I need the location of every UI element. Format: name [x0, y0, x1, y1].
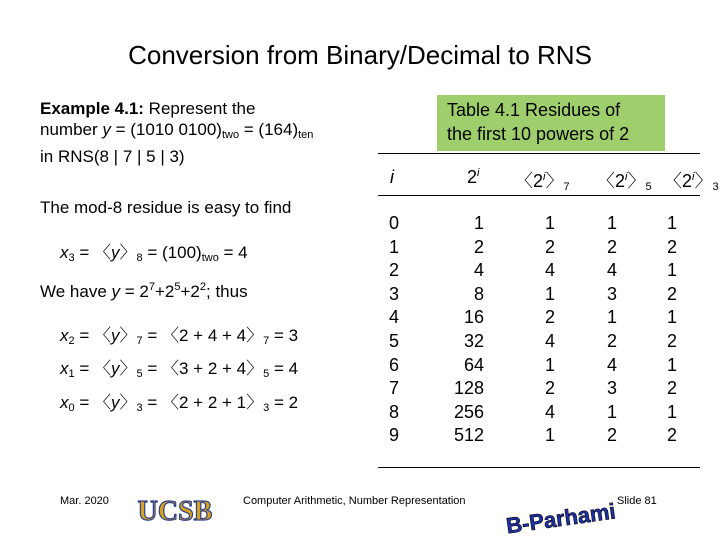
table-cell-mod5-7: 3: [607, 378, 618, 399]
mod8-text: The mod-8 residue is easy to find: [40, 198, 292, 217]
table-cell-mod7-7: 2: [545, 378, 556, 399]
footer-date: Mar. 2020: [60, 495, 109, 507]
example-line-3: in RNS(8 | 7 | 5 | 3): [40, 147, 185, 166]
table-cell-i-6: 6: [389, 354, 400, 375]
table-cell-mod7-2: 4: [545, 260, 556, 281]
table-cell-pow-1: 2: [473, 236, 484, 257]
table-cell-mod5-2: 4: [607, 260, 618, 281]
table-cell-mod5-3: 3: [607, 283, 618, 304]
footer-center: Computer Arithmetic, Number Representation: [243, 495, 466, 507]
x0-equation: $x_0$ = 〈y〉$_3$ = 〈2 + 2 + 1〉$_3$ = 2: [60, 393, 299, 414]
header-pow: 2$^i$: [467, 167, 480, 187]
table-cell-mod5-5: 2: [607, 330, 618, 351]
table-cell-i-3: 3: [389, 283, 400, 304]
table-cell-pow-7: 128: [453, 378, 484, 399]
table-cell-mod5-1: 2: [607, 236, 618, 257]
table-cell-mod5-6: 4: [607, 354, 618, 375]
table-cell-i-1: 1: [389, 236, 400, 257]
table-cell-mod3-3: 2: [667, 283, 678, 304]
column-mod7: [545, 212, 565, 448]
table-cell-mod7-4: 2: [545, 307, 556, 328]
svg-text:B-Parhami: B-Parhami: [504, 498, 617, 539]
table-cell-pow-8: 256: [453, 401, 484, 422]
x3-equation: $x_3$ = 〈y〉$_8 = (100)_{two} = 4$: [60, 243, 248, 264]
parhami-logo: [504, 488, 617, 539]
table-cell-i-2: 2: [389, 260, 400, 281]
table-cell-pow-9: 512: [453, 425, 484, 446]
table-cell-pow-3: 8: [473, 283, 484, 304]
slide-title: Conversion from Binary/Decimal to RNS: [128, 40, 592, 70]
table-cell-mod3-7: 2: [667, 378, 678, 399]
footer-slide-number: Slide 81: [617, 495, 657, 507]
table-cell-mod5-8: 1: [607, 401, 618, 422]
table-caption: [437, 95, 665, 151]
example-line-1: Example 4.1: Represent the: [40, 99, 256, 118]
table-cell-mod7-1: 2: [545, 236, 556, 257]
table-top-rule: [378, 153, 700, 154]
table-cell-i-8: 8: [389, 401, 400, 422]
header-i: i: [390, 167, 394, 187]
table-cell-pow-0: 1: [473, 213, 484, 233]
x1-equation: $x_1$ = 〈y〉$_5$ = 〈3 + 2 + 4〉$_5$ = 4: [60, 359, 299, 380]
table-cell-mod7-5: 4: [545, 330, 556, 351]
svg-text:UCSB: UCSB: [137, 496, 213, 527]
example-text: [40, 98, 380, 167]
column-mod3: [667, 212, 687, 448]
example-line-2: number y = (1010 $0100)_{two} = (164)_{ten}$: [40, 120, 314, 141]
table-cell-i-9: 9: [389, 425, 400, 446]
column-mod5: [607, 212, 627, 448]
table-cell-mod3-6: 1: [667, 354, 678, 375]
table-caption-line-2: the first 10 powers of 2: [447, 124, 630, 144]
column-pow: [440, 212, 484, 448]
table-cell-mod5-0: 1: [607, 213, 618, 233]
column-i: [389, 212, 409, 448]
x2-equation: $x_2$ = 〈y〉$_7$ = 〈2 + 4 + 4〉$_7$ = 3: [60, 326, 299, 347]
table-cell-mod3-1: 2: [667, 236, 678, 257]
header-mod5: 〈2$^i$〉$_5$: [597, 171, 652, 193]
table-cell-mod3-9: 2: [667, 425, 678, 446]
table-cell-i-7: 7: [389, 378, 400, 399]
table-header-rule: [378, 195, 700, 196]
table-cell-mod5-4: 1: [607, 307, 618, 328]
table-cell-mod5-9: 2: [607, 425, 618, 446]
table-cell-pow-6: 64: [463, 354, 484, 375]
table-cell-mod7-6: 1: [545, 354, 556, 375]
table-cell-mod3-2: 1: [667, 260, 678, 281]
table-caption-line-1: Table 4.1 Residues of: [447, 100, 621, 120]
table-cell-pow-5: 32: [463, 330, 484, 351]
table-cell-i-5: 5: [389, 330, 400, 351]
table-cell-mod7-8: 4: [545, 401, 556, 422]
table-cell-i-0: 0: [389, 213, 400, 233]
table-cell-mod7-3: 1: [545, 283, 556, 304]
table-cell-i-4: 4: [389, 307, 400, 328]
table-cell-mod7-9: 1: [545, 425, 556, 446]
header-mod7: 〈2$^i$〉$_7$: [515, 171, 570, 193]
table-cell-mod3-4: 1: [667, 307, 678, 328]
have-equation: We have $y = 2^7+2^5+2^2$; thus: [40, 281, 248, 301]
table-cell-pow-2: 4: [473, 260, 484, 281]
table-cell-mod3-5: 2: [667, 330, 678, 351]
ucsb-logo: [126, 490, 224, 530]
table-cell-pow-4: 16: [463, 307, 484, 328]
header-mod3: 〈2$^i$〉$_3$: [664, 171, 719, 193]
table-bottom-rule: [378, 467, 700, 468]
table-cell-mod3-0: 1: [667, 213, 678, 233]
table-cell-mod3-8: 1: [667, 401, 678, 422]
table-cell-mod7-0: 1: [545, 213, 556, 233]
